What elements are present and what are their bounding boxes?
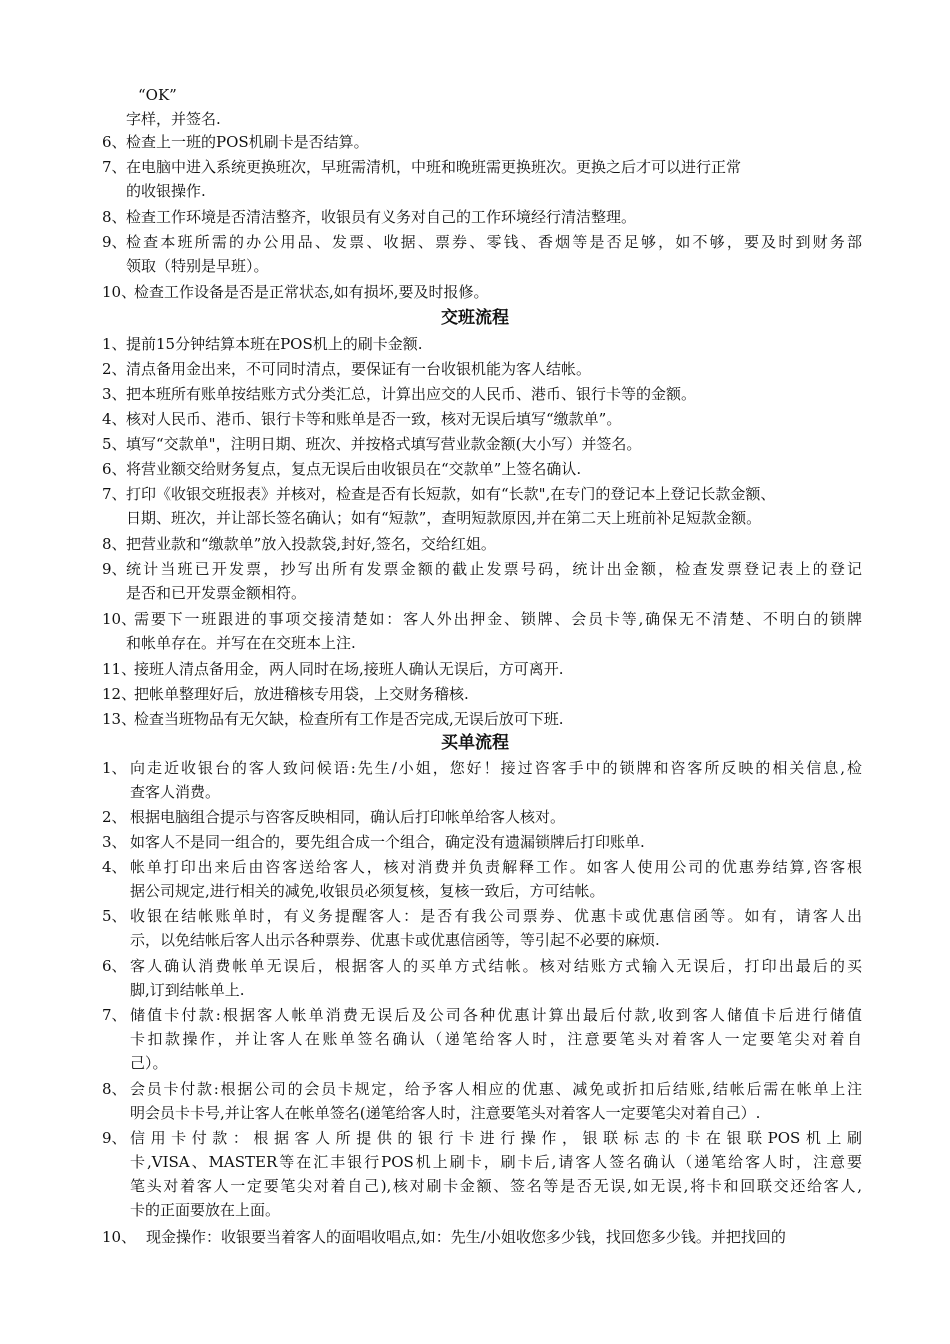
checkout-item-2-number: 2、 (102, 808, 127, 826)
handover-item-8-line-1: 把营业款和“缴款单”放入投款袋,封好,签名，交给红姐。 (126, 535, 496, 553)
handover-item-9-line-1: 统计当班已开发票，抄写出所有发票金额的截止发票号码，统计出金额，检查发票登记表上的登记 (126, 560, 862, 578)
handover-item-12-line-1: 把帐单整理好后，放进稽核专用袋，上交财务稽核. (134, 685, 469, 703)
checkout-item-5-line-1: 收银在结帐账单时，有义务提醒客人：是否有我公司票券、优惠卡或优惠信函等。如有，请客人出 (130, 907, 862, 925)
handover-item-7-text (126, 483, 856, 529)
intro-item-9-line-2: 领取（特别是早班）。 (126, 257, 269, 275)
checkout-item-9-line-4: 卡的正面要放在上面。 (130, 1201, 281, 1219)
handover-item-9-number: 9、 (102, 560, 127, 578)
intro-item-7-number: 7、 (102, 158, 127, 176)
handover-item-6-line-1: 将营业额交给财务复点，复点无误后由收银员在“交款单”上签名确认. (126, 460, 582, 478)
handover-item-5-text (126, 433, 641, 455)
checkout-item-5-text (130, 905, 862, 951)
handover-item-12-number: 12、 (102, 685, 137, 703)
handover-item-6-number: 6、 (102, 460, 127, 478)
checkout-item-9-number: 9、 (102, 1129, 127, 1147)
checkout-item-8-number: 8、 (102, 1080, 127, 1098)
intro-quote-continuation: 字样，并签名. (126, 110, 221, 128)
checkout-item-10-text (146, 1226, 786, 1248)
handover-item-13-number: 13、 (102, 710, 137, 728)
handover-item-4-text (126, 408, 621, 430)
checkout-item-8-line-2: 明会员卡卡号,并让客人在帐单签名(递笔给客人时，注意要笔头对着客人一定要笔尖对着自己）. (130, 1104, 761, 1122)
intro-item-8-text (126, 206, 636, 228)
handover-item-7-line-2: 日期、班次，并让部长签名确认；如有“短款”，查明短款原因,并在第二天上班前补足短款金额。 (126, 509, 762, 527)
checkout-item-6-number: 6、 (102, 957, 127, 975)
intro-item-7-line-2: 的收银操作. (126, 182, 206, 200)
intro-item-8-line-1: 检查工作环境是否清洁整齐，收银员有义务对自己的工作环境经行清洁整理。 (126, 208, 637, 226)
handover-item-2-line-1: 清点备用金出来，不可同时清点，要保证有一台收银机能为客人结帐。 (126, 360, 592, 378)
checkout-item-4-number: 4、 (102, 858, 127, 876)
handover-item-2-text (126, 358, 591, 380)
checkout-item-9-text (130, 1127, 862, 1221)
intro-item-6-line-1: 检查上一班的POS机刷卡是否结算。 (126, 133, 369, 151)
handover-item-11-number: 11、 (102, 660, 137, 678)
handover-item-4-line-1: 核对人民币、港币、银行卡等和账单是否一致，核对无误后填写“缴款单”。 (126, 410, 622, 428)
checkout-item-9-line-1: 信用卡付款：根据客人所提供的银行卡进行操作，银联标志的卡在银联POS机上刷 (130, 1129, 862, 1147)
checkout-item-6-text (130, 955, 862, 1001)
handover-item-6-text (126, 458, 581, 480)
intro-item-8-number: 8、 (102, 208, 127, 226)
intro-item-9-number: 9、 (102, 233, 127, 251)
checkout-item-4-line-2: 据公司规定,进行相关的减免,收银员必须复核，复核一致后，方可结帐。 (130, 882, 605, 900)
handover-item-9-line-2: 是否和已开发票金额相符。 (126, 584, 307, 602)
handover-item-4-number: 4、 (102, 410, 127, 428)
checkout-item-7-number: 7、 (102, 1006, 127, 1024)
checkout-item-3-number: 3、 (102, 833, 127, 851)
handover-item-12-text (134, 683, 469, 705)
handover-item-7-number: 7、 (102, 485, 127, 503)
checkout-item-10-line-1: 现金操作：收银要当着客人的面唱收唱点,如：先生/小姐收您多少钱，找回您多少钱。并把找回的 (146, 1228, 786, 1246)
intro-quote-line: “OK” (138, 86, 177, 104)
handover-item-5-number: 5、 (102, 435, 127, 453)
handover-item-13-line-1: 检查当班物品有无欠缺，检查所有工作是否完成,无误后放可下班. (134, 710, 564, 728)
checkout-item-5-number: 5、 (102, 907, 127, 925)
handover-item-13-text (134, 708, 564, 730)
handover-item-1-number: 1、 (102, 335, 127, 353)
checkout-item-6-line-1: 客人确认消费帐单无误后，根据客人的买单方式结帐。核对结账方式输入无误后，打印出最后的买 (130, 957, 862, 975)
checkout-item-3-text (130, 831, 645, 853)
intro-item-7-line-1: 在电脑中进入系统更换班次，早班需清机，中班和晚班需更换班次。更换之后才可以进行正常 (126, 158, 742, 176)
checkout-item-9-line-3: 笔头对着客人一定要笔尖对着自己),核对刷卡金额、签名等是否无误,如无误,将卡和回联交还给客人, (130, 1177, 862, 1195)
intro-item-9-line-1: 检查本班所需的办公用品、发票、收据、票券、零钱、香烟等是否足够，如不够，要及时到财务部 (126, 233, 862, 251)
checkout-item-1-number: 1、 (102, 759, 127, 777)
checkout-item-5-line-2: 示，以免结帐后客人出示各种票券、优惠卡或优惠信函等，等引起不必要的麻烦. (130, 931, 660, 949)
intro-item-10-number: 10、 (102, 283, 137, 301)
handover-item-10-text (126, 608, 862, 654)
checkout-item-2-line-1: 根据电脑组合提示与咨客反映相同，确认后打印帐单给客人核对。 (130, 808, 566, 826)
handover-item-5-line-1: 填写“交款单"，注明日期、班次、并按格式填写营业款金额(大小写）并签名。 (126, 435, 642, 453)
checkout-item-7-line-1: 储值卡付款:根据客人帐单消费无误后及公司各种优惠计算出最后付款,收到客人储值卡后进行储值 (130, 1006, 862, 1024)
intro-item-6-number: 6、 (102, 133, 127, 151)
handover-item-11-line-1: 接班人清点备用金，两人同时在场,接班人确认无误后，方可离开. (134, 660, 564, 678)
checkout-item-4-text (130, 856, 862, 902)
intro-item-6-text (126, 131, 369, 153)
checkout-item-2-text (130, 806, 565, 828)
handover-heading: 交班流程 (441, 308, 509, 328)
handover-item-11-text (134, 658, 564, 680)
checkout-item-7-text (130, 1004, 862, 1074)
checkout-item-7-line-3: 己）。 (130, 1054, 168, 1072)
checkout-item-9-line-2: 卡,VISA、MASTER等在汇丰银行POS机上刷卡，刷卡后,请客人签名确认（递笔给客人时，注意要 (130, 1153, 862, 1171)
checkout-item-8-line-1: 会员卡付款:根据公司的会员卡规定，给予客人相应的优惠、减免或折扣后结账,结帐后需在帐单上注 (130, 1080, 862, 1098)
handover-item-1-line-1: 提前15分钟结算本班在POS机上的刷卡金额. (126, 335, 423, 353)
intro-item-10-line-1: 检查工作设备是否是正常状态,如有损坏,要及时报修。 (134, 283, 489, 301)
checkout-item-1-line-1: 向走近收银台的客人致问候语:先生/小姐，您好！接过咨客手中的锁牌和咨客所反映的相关信息,检 (130, 759, 862, 777)
handover-item-9-text (126, 558, 862, 604)
checkout-item-8-text (130, 1078, 862, 1124)
checkout-item-4-line-1: 帐单打印出来后由咨客送给客人，核对消费并负责解释工作。如客人使用公司的优惠券结算,咨客根 (130, 858, 862, 876)
checkout-item-1-line-2: 查客人消费。 (130, 783, 221, 801)
handover-item-3-line-1: 把本班所有账单按结账方式分类汇总，计算出应交的人民币、港币、银行卡等的金额。 (126, 385, 697, 403)
intro-item-10-text (134, 281, 489, 303)
handover-item-8-text (126, 533, 496, 555)
handover-item-10-number: 10、 (102, 610, 137, 628)
checkout-item-6-line-2: 脚,订到结帐单上. (130, 981, 245, 999)
handover-item-10-line-1: 需要下一班跟进的事项交接清楚如：客人外出押金、锁牌、会员卡等,确保无不清楚、不明白的锁牌 (134, 610, 862, 628)
handover-item-8-number: 8、 (102, 535, 127, 553)
intro-item-9-text (126, 231, 862, 277)
handover-item-10-line-2: 和帐单存在。并写在在交班本上注. (126, 634, 356, 652)
checkout-item-10-number: 10、 (102, 1228, 137, 1246)
handover-item-2-number: 2、 (102, 360, 127, 378)
checkout-item-1-text (130, 757, 862, 803)
handover-item-3-text (126, 383, 696, 405)
handover-item-7-line-1: 打印《收银交班报表》并核对，检查是否有长短款，如有“长款",在专门的登记本上登记长款金额、 (126, 485, 776, 503)
checkout-item-7-line-2: 卡扣款操作，并让客人在账单签名确认（递笔给客人时，注意要笔头对着客人一定要笔尖对着自 (130, 1030, 862, 1048)
checkout-item-3-line-1: 如客人不是同一组合的，要先组合成一个组合，确定没有遗漏锁牌后打印账单. (130, 833, 645, 851)
checkout-heading: 买单流程 (441, 733, 509, 753)
intro-item-7-text (126, 156, 741, 202)
handover-item-1-text (126, 333, 423, 355)
handover-item-3-number: 3、 (102, 385, 127, 403)
